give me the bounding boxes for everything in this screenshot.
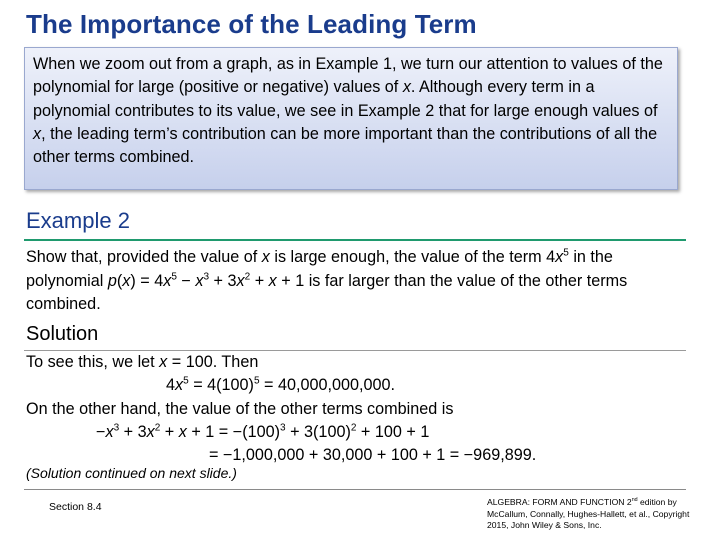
solution-line-1: To see this, we let x = 100. Then — [26, 353, 259, 371]
solution-equation-2: $-x^3 + 3x^2 + x + 1 = -(100)^3 + 3(100)^2 + 100 + 1$ — [96, 422, 430, 441]
variable-x: x — [33, 124, 42, 143]
citation-rest: edition by McCallum, Connally, Hughes-Hallett, et al., Copyright 2015, John Wiley & Sons, Inc. — [487, 497, 690, 530]
solution-divider — [24, 350, 686, 351]
intro-text-part: . Although every term in a polynomial contributes to its value, we see in Example 2 that for large enough values of — [33, 78, 658, 120]
example-divider — [24, 239, 686, 241]
citation-prefix: ALGEBRA: FORM AND FUNCTION 2 — [487, 497, 632, 507]
example-heading: Example 2 — [26, 208, 130, 233]
example-statement: Show that, provided the value of x is large enough, the value of the term $4x^5$ in the polynomial $p(x) = 4x^5 - x^3 + 3x^2 + x + 1$ is far larger than the value of the other terms combined. — [26, 247, 628, 313]
intro-text-part: , the leading term’s contribution can be more important than the contributions of all the other terms combined. — [33, 124, 658, 167]
solution-equation-1: $4x^5 = 4(100)^5 = 40,000,000,000$. — [166, 375, 396, 394]
footer-section: Section 8.4 — [49, 501, 102, 513]
solution-equation-3: = −1,000,000 + 30,000 + 100 + 1 = −969,899. — [209, 446, 537, 464]
solution-heading: Solution — [26, 323, 99, 345]
intro-text-part: When we zoom out from a graph, as in Example 1, we turn our attention to values of the polynomial for large (positive or negative) values of — [33, 55, 663, 97]
slide-title: The Importance of the Leading Term — [26, 9, 477, 39]
footer-divider — [24, 489, 686, 490]
intro-text-box — [24, 47, 678, 190]
continued-note: (Solution continued on next slide.) — [26, 465, 237, 481]
variable-x: x — [402, 78, 411, 97]
solution-line-2: On the other hand, the value of the other terms combined is — [26, 400, 454, 418]
citation-superscript: nd — [631, 497, 638, 504]
footer-citation — [487, 497, 697, 532]
